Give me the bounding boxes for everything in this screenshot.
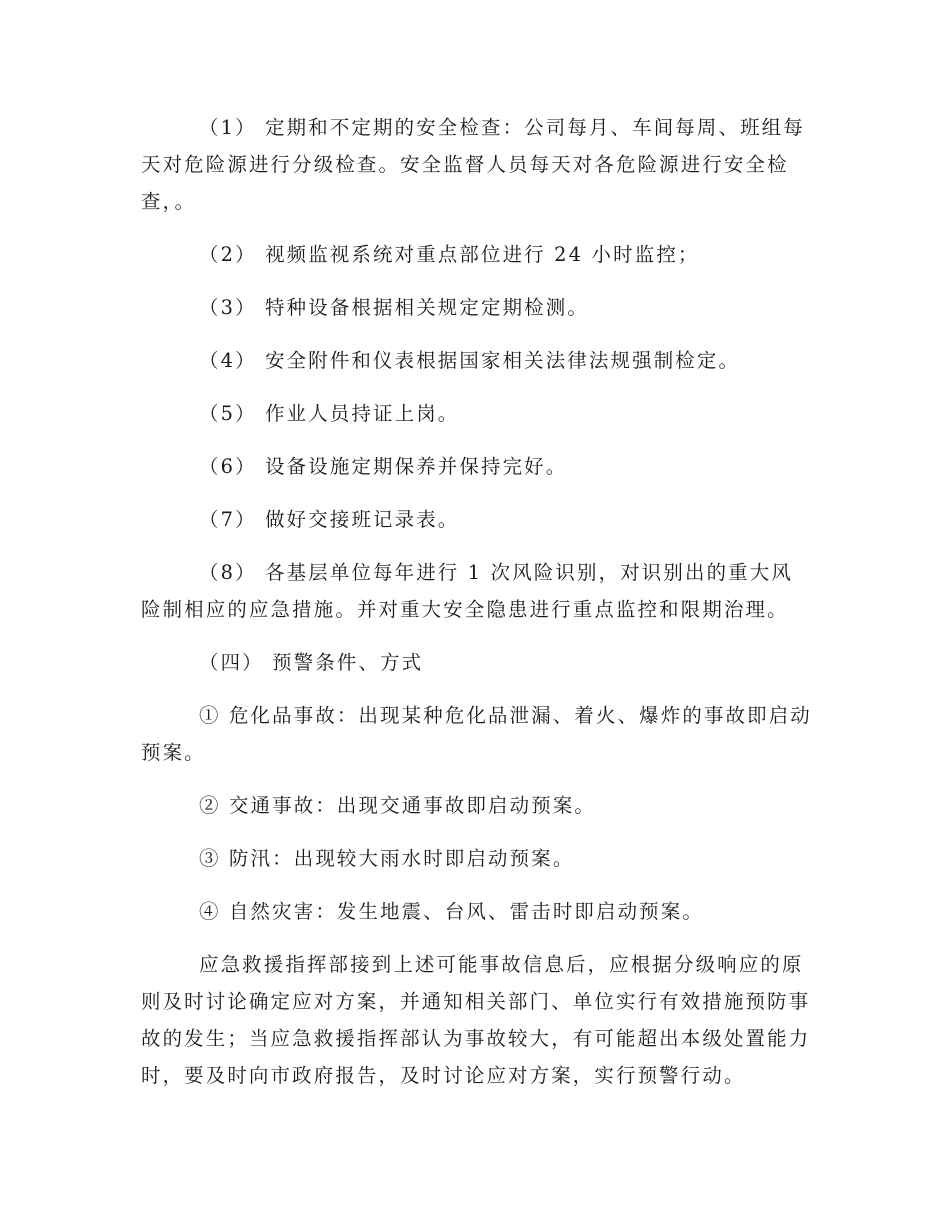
paragraph-item-5: （5） 作业人员持证上岗。 xyxy=(199,402,460,425)
paragraph-response-procedure: 应急救援指挥部接到上述可能事故信息后，应根据分级响应的原则及时讨论确定应对方案，并通知相关部门、单位实行有效措施预防事故的发生；当应急救援指挥部认为事故较大，有可能超出本级处置能力时，要及时向市政府报告，及时讨论应对方案，实行预警行动。 xyxy=(141,953,811,1087)
paragraph-item-3: （3） 特种设备根据相关规定定期检测。 xyxy=(199,296,589,319)
warning-item-natural-disaster: ④ 自然灾害：发生地震、台风、雷击时即启动预案。 xyxy=(199,900,704,923)
paragraph-item-6: （6） 设备设施定期保养并保持完好。 xyxy=(199,455,568,478)
paragraph-item-8: （8） 各基层单位每年进行 1 次风险识别，对识别出的重大风险制相应的应急措施。并对重大安全隐患进行重点监控和限期治理。 xyxy=(141,561,793,621)
section-heading-warning-conditions: （四） 预警条件、方式 xyxy=(199,651,424,674)
paragraph-item-4: （4） 安全附件和仪表根据国家相关法律法规强制检定。 xyxy=(199,349,741,372)
warning-item-hazardous-chemicals: ① 危化品事故：出现某种危化品泄漏、着火、爆炸的事故即启动预案。 xyxy=(141,704,812,764)
paragraph-item-7: （7） 做好交接班记录表。 xyxy=(199,508,460,531)
paragraph-item-1: （1） 定期和不定期的安全检查：公司每月、车间每周、班组每天对危险源进行分级检查。安全监督人员每天对各危险源进行安全检查，。 xyxy=(141,116,805,213)
document-body xyxy=(141,109,813,1110)
paragraph-item-2: （2） 视频监视系统对重点部位进行 24 小时监控； xyxy=(199,243,700,266)
warning-item-flood: ③ 防汛：出现较大雨水时即启动预案。 xyxy=(199,847,575,870)
warning-item-traffic: ② 交通事故：出现交通事故即启动预案。 xyxy=(199,794,596,817)
